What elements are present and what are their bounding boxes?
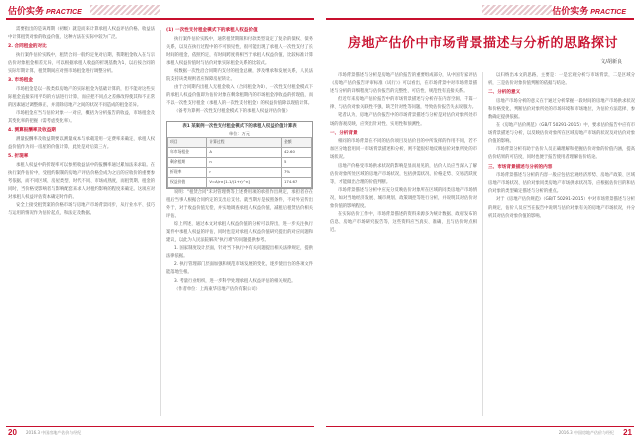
body-paragraph: 说明："租赁合同"未对管理费等上述费用项的承担作出规定，承担者存在租后当事人根据合同约定的支出后支付。就当期方是按照条件，不对外宣传出外于，对于收益价值无偿，并实地调查承租人权益价值，减租后租赁估价相关评估。 [166,189,313,219]
left-header [0,0,320,20]
table-row [168,157,312,167]
body-paragraph: （备考为算例一次性支付租金模式下的承租人权益评估价值） [174,109,291,115]
body-paragraph: 由于合同期内出租人无租金收入（合同租金为0），一次性支付租金模式下的承租人权益价值即为估价对象在剩余租期内的市场租金净收益的折现值，而不以一次性支付租金（承租人的一次性支付租金）的权益价值除以现值计算。 [166,85,313,107]
left-column-1 [8,26,155,418]
body-paragraph: 市场背景分析有助于估价人员正确理解和把握估价对象的价值内涵，提高估价结果的可信度，同时也便于报告使用者理解估价结论。 [488,147,635,161]
table-cell: 5 [282,157,312,167]
body-paragraph: 市场背景描述与分析是房地产估价报告的重要组成部分，从中国专家评估《房地产估价报告评审标准（试行）》可以看出，在市场背景中对市场背景描述与分析的详细程度与估价报告的完整性、可信性、规范性有直接关系。 [330,73,477,95]
body-paragraph: 执行案件估价实践中，通常租赁期限和付款类型设定了复杂的债权、债务关系，以及在执行过程中的不可预见性，很可能出现了承租人一次性支付了长时间的租金，依照约定，有时间跨度将相当于承租人权益价值，比较标准计算承租人权益价值时与估价对象实际租金关系的比较式。 [166,36,313,66]
issue-info-right: 2016.3 中国房地产估价与经纪 [558,430,614,435]
article-title: 房地产估价中市场背景描述与分析的思路探讨 [348,35,619,50]
body-paragraph: 市场背景描述与分析的内容一般应包括宏观经济形势、房地产政策、区域房地产市场状况、估价对象同类房地产市场供求状况等，应根据估价目的和估价对象的类型确定描述与分析的重点。 [488,173,635,195]
section-heading: 5. 折现率 [8,153,29,159]
decor-stripes [482,5,552,15]
right-page [320,0,640,437]
body-paragraph: 在《房地产估价规范》（GB/T 50291-2015）中，要求估价报告中应有市场背景描述与分析，以反映估价对象所在区域房地产市场的状况及对估价对象价值的影响。 [488,123,635,145]
table-unit: 单位：万元 [229,130,250,136]
decor-stripes [90,5,160,15]
left-footer [0,423,320,437]
right-footer [320,423,640,437]
body-paragraph: 相同的市场背景在不同的估价项目及估价目的中所发挥的作用不同，若不加区分地套用同一市场背景描述和分析，则不能很好地反映估价对象所处的市场状况。 [330,139,477,161]
table-cell: 折现率 [168,167,207,177]
body-paragraph: 测量报酬率及收益期要以测量成本与承载适用一定费率来确定，承租人权益价值作为同一房屋的价值计算，此处是对后第三方。 [8,136,155,150]
issue-info-left: 2016.3 中国房地产估价与经纪 [26,430,82,435]
body-paragraph: 承租人权益中的折现率可以参照收益法中的报酬率通过累加法来求取。在执行案件估价中，受租约限制的房地产评估价格会成为之后的应收价的重要参考依据，而不同区域、房屋类型、时代不同、市场成熟度，而租赁期、租金的同时，当价格受影响者与影响配套来求人对租约影响的程度来确定。这项应对对承租人权益评估资本确定时作的。 [8,162,155,200]
right-section-label: 估价实务 PRACTICE [552,6,626,16]
section-heading: 二、分析的意义 [488,90,521,96]
body-paragraph: 以归纳出本文的思路，主要是：一是宏观分析与市场背景，二是区域分析，三是估价对象价值判断的依据与结论。 [488,73,635,87]
data-table [166,121,313,189]
table-header-cell: 计算过程 [207,137,282,147]
body-paragraph: 安全上接受租赁案的价格市场与房地产市场背景同步，从行业水平、技巧与运用的情况作为估价起点，和法定及数据。 [8,202,155,217]
body-paragraph: 需要指出的是该周期（初级）就是而来计算承租人权益评估价格。收益法中计算租赁对象的收益价值，这种方法在实际中较为广泛。 [8,27,155,41]
body-paragraph: 但近年来房地产估价报告中的市场背景描述与分析存在内容空洞、千篇一律、与估价对象关联性不强、缺乏针对性等问题，导致估价报告失去说服力。 [330,97,477,111]
table-cell: 剩余租期 [168,157,207,167]
header-rule [326,18,634,20]
footer-rule [326,426,634,427]
table-header-cell: 项目 [168,137,207,147]
body-paragraph: 2. 执行管理部门层面加强和规范市场发展的变化，逐步使出台的各项文件能落地生根。 [166,262,313,276]
section-heading: 3. 市场租金 [8,78,33,84]
table-header-cell: 金额 [282,137,312,147]
table-cell: 7% [282,167,312,177]
section-heading: 三、市场背景描述与分析的内容 [488,164,553,170]
left-column-2 [166,26,313,418]
right-header [320,0,640,20]
table-caption: 表1 某案例一次性支付租金模式下的承租人权益价值计算表 [182,123,297,129]
left-section-label: 估价实务 PRACTICE [8,6,82,16]
page-number-left: 20 [8,428,17,437]
table-row [168,167,312,177]
right-column-2 [488,72,635,418]
body-paragraph: 笔者认为，房地产估价报告中的市场背景描述与分析是对估价对象所处市场的客观反映，应突出针对性、实用性和预测性。 [330,113,477,127]
page-number-right: 21 [623,428,632,437]
footer-rule [6,426,314,427]
column-divider [160,30,161,416]
table-cell: 年市场租金 [168,147,207,157]
body-paragraph: 1. 国家制度设计层面，针对当下执行中有关问题提出相关法律规定，提供法律依据。 [166,246,313,260]
body-paragraph: 房地产市场分析的意义在于通过分析掌握一段时间的房地产市场供求状况和价格变化，判断估价对象所处的市场环境和市场地位，为估价方法选择、参数确定提供依据。 [488,98,635,120]
body-paragraph: 执行案件估价实践中，租赁合同一般约定免对后期，我期租金收入在与宗估价对象租金相差无异，可以根据承租人收益的折现基数为1，以后按合同的实际年期计算，租赁期间应对照市场租金进行调整分析。 [8,52,155,74]
table-cell: 174.67 [282,177,312,187]
table-cell: r [207,167,282,177]
table-row [168,177,312,187]
body-paragraph: 综上所述，通过本文对承租人权益价值的分析可以得出，进一步关注执行案件中承租人权益的评估，同时也是对承租人权益价值研究提出的对应问题和建议，以此为人民法院解决"执行难"的问题提供参考。 [166,221,313,244]
table-cell: 权益价值 [168,177,207,187]
article-author: 文/胡新良 [600,59,622,65]
table-cell: 42.60 [282,147,312,157]
table-cell: n [207,157,282,167]
section-heading: 2. 合同租金的对比 [8,44,47,50]
section-heading: 4. 测算报酬率及收益期 [8,128,56,134]
body-paragraph: 3. 考量行业组织，进一步科学处理承租人权益评估的相关规范。 [174,278,296,284]
body-paragraph: 市场租金是以一般类似房地产的实际租金为基础计算的，但不能对这些实际租金直接采用平均的方法进行计算，而应把不同点之差修改得使其和不正常的因素通过调整修正，并消除房地产之间的状况不同造成的租金差异。 [8,86,155,108]
table-cell: A [207,147,282,157]
body-paragraph: 市场租金应当与估价对象一一对应，概括为分析报告的收益，市场租金及其变化率的把握（需考虑变化率）。 [8,110,155,125]
section-heading: 一、分析背景 [330,130,358,136]
body-paragraph: 对于《房地产估价规范》（GB/T 50291-2015）中对市场背景描述与分析的规定，估价人员应当在报告中说明与估价对象有关的房地产市场状况，并分析其对估价对象价值的影响。 [488,197,635,219]
body-paragraph: （作者单位：上海東华房地产估价有限公司） [174,286,260,292]
right-column-1 [330,72,477,418]
header-rule [6,18,314,20]
table-row [168,147,312,157]
column-divider [482,72,483,416]
table-cell: V=A/r×[1-1/(1+r)^n] [207,177,282,187]
body-paragraph: 房地产价格受市场供求状况的影响是显而易见的，估价人员应当深入了解估价对象所处区域的房地产市场状况，包括供需状况、价格走势、交易活跃度等，才能做出合理的价值判断。 [330,163,477,185]
body-paragraph: 在实际估价工作中，市场背景描述的资料来源多为统计数据、政府发布的信息、房地产市场研究报告等，这些资料应当真实、准确，且与估价时点相近。 [330,212,477,234]
body-paragraph: 市场背景描述与分析中应充分反映估价对象所在区域的同类房地产市场情况，如对当地经济发展、城市规划、政策调控等进行分析，并说明其对估价对象价值的影响程度。 [330,187,477,209]
body-paragraph: 权数据一次性沿合同期内支付的租金总额，涉及继承和发展关系，人民法院支持该类规则者应保障房屋转让。 [166,68,313,83]
section-heading: (1) 一次性支付租金模式下的承租人权益价值 [166,28,258,33]
